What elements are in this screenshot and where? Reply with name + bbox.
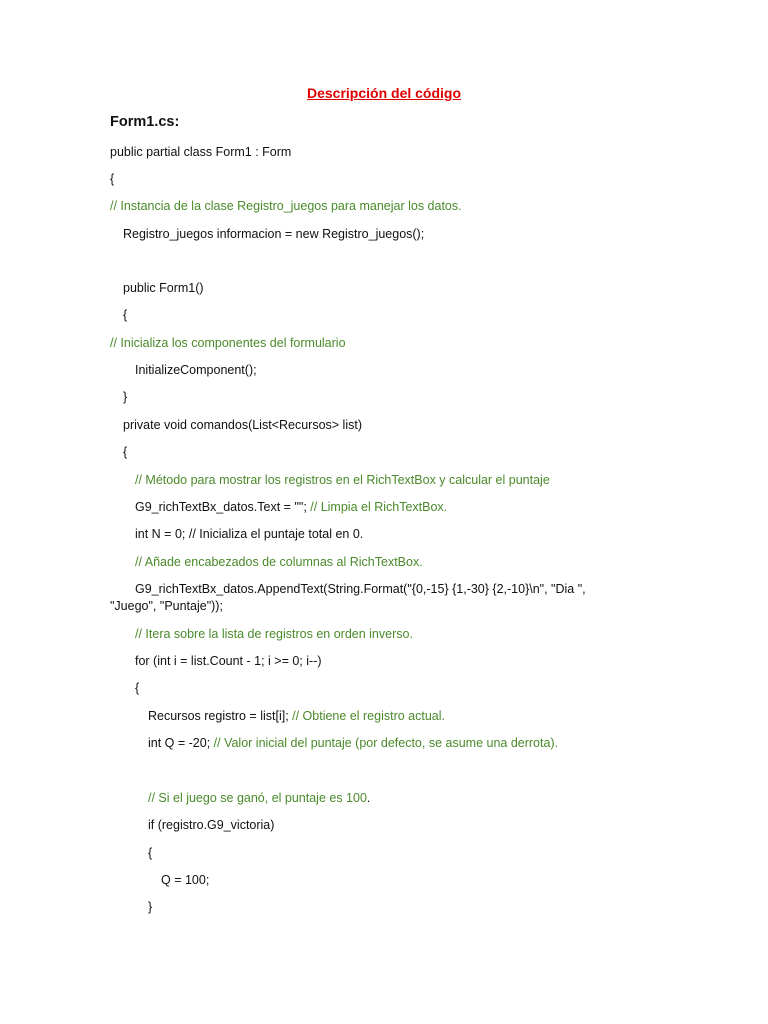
code-line: public partial class Form1 : Form xyxy=(110,145,292,159)
code-line-mixed xyxy=(135,499,447,516)
code-comment-segment: // Valor inicial del puntaje (por defecto, se asume una derrota). xyxy=(213,736,559,750)
code-line: { xyxy=(148,846,153,860)
code-comment: // Método para mostrar los registros en el RichTextBox y calcular el puntaje xyxy=(135,473,550,487)
code-line: "Juego", "Puntaje")); xyxy=(110,599,223,613)
code-comment: // Instancia de la clase Registro_juegos para manejar los datos. xyxy=(110,199,462,213)
code-line: if (registro.G9_victoria) xyxy=(148,818,275,832)
code-line: { xyxy=(123,445,128,459)
code-comment: // Itera sobre la lista de registros en orden inverso. xyxy=(135,627,413,641)
code-line-mixed xyxy=(148,708,445,725)
code-line: } xyxy=(123,390,128,404)
code-line: G9_richTextBx_datos.AppendText(String.Format("{0,-15} {1,-30} {2,-10}\n", "Dia ", xyxy=(135,582,586,596)
code-comment: // Añade encabezados de columnas al RichTextBox. xyxy=(135,555,423,569)
code-line: InitializeComponent(); xyxy=(135,363,257,377)
code-line: int N = 0; // Inicializa el puntaje total en 0. xyxy=(135,527,364,541)
document-title: Descripción del código xyxy=(306,85,462,101)
code-segment: . xyxy=(366,791,371,805)
code-comment-segment: // Si el juego se ganó, el puntaje es 100 xyxy=(148,791,367,805)
code-segment: G9_richTextBx_datos.Text = ""; xyxy=(135,500,311,514)
code-line: Registro_juegos informacion = new Registro_juegos(); xyxy=(123,227,425,241)
code-line: private void comandos(List<Recursos> list) xyxy=(123,418,362,432)
code-line: { xyxy=(123,308,128,322)
code-line: Q = 100; xyxy=(161,873,210,887)
code-line-mixed xyxy=(148,790,370,807)
code-segment: Recursos registro = list[i]; xyxy=(148,709,293,723)
code-comment-segment: // Obtiene el registro actual. xyxy=(292,709,445,723)
code-line: { xyxy=(110,172,115,186)
code-line: for (int i = list.Count - 1; i >= 0; i--) xyxy=(135,654,322,668)
code-comment: // Inicializa los componentes del formulario xyxy=(110,336,346,350)
code-line: } xyxy=(148,900,153,914)
code-line: public Form1() xyxy=(123,281,204,295)
code-line: { xyxy=(135,681,140,695)
code-comment-segment: // Limpia el RichTextBox. xyxy=(310,500,448,514)
file-heading: Form1.cs: xyxy=(110,114,180,130)
code-segment: int Q = -20; xyxy=(148,736,214,750)
code-line-mixed xyxy=(148,735,558,752)
